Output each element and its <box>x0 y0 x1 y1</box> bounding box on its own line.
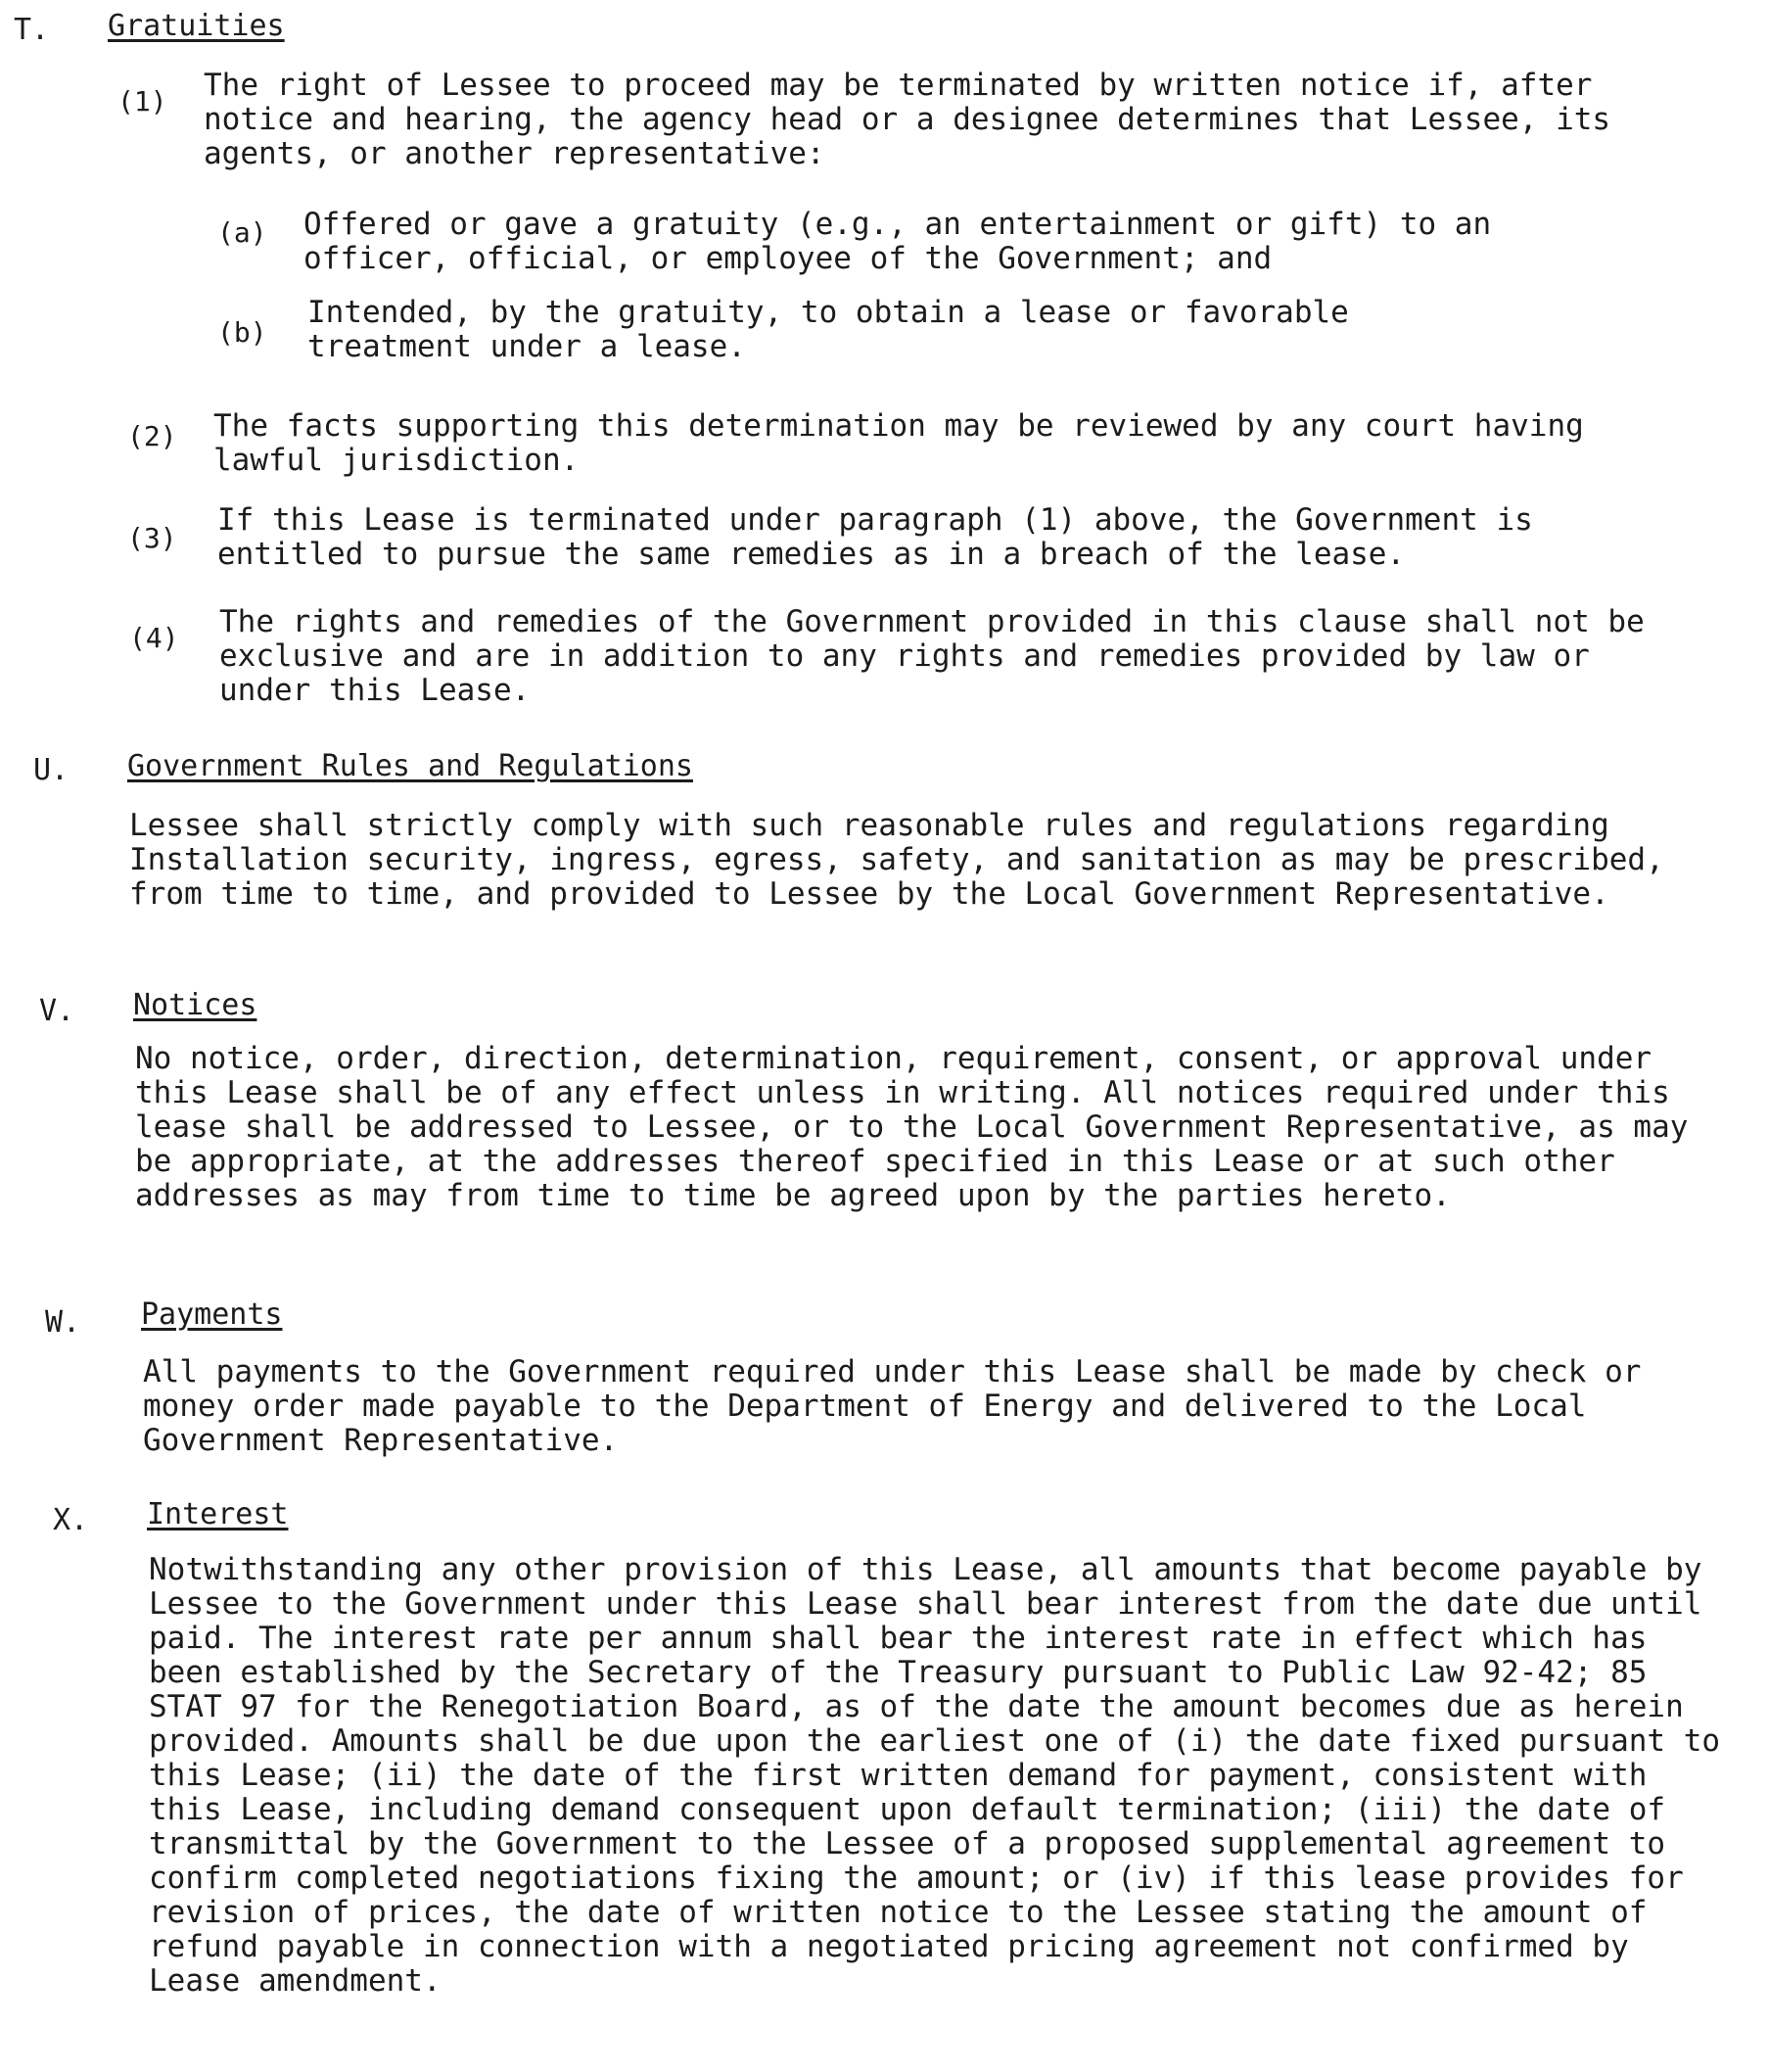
section-body-v: No notice, order, direction, determination, requirement, consent, or approval under this Lease shall be of any effect unless in writing. All notices required under this lease shall be addressed to Lessee, or to the Local Government Representative, as may be appropriate, at the addresses thereof specified in this Lease or at such other addresses as may from time to time be agreed upon by the parties hereto. <box>135 1041 1689 1213</box>
item-text-1: The right of Lessee to proceed may be terminated by written notice if, after notice and hearing, the agency head or a designee determines that Lessee, its agents, or another representative: <box>204 68 1611 171</box>
item-number-b: (b) <box>217 316 267 349</box>
item-number-3: (3) <box>127 522 177 554</box>
section-body-w: All payments to the Government required under this Lease shall be made by check or money order made payable to the Department of Energy and delivered to the Local Government Representative. <box>143 1354 1642 1458</box>
section-title-notices: Notices <box>133 988 257 1022</box>
section-body-x: Notwithstanding any other provision of this Lease, all amounts that become payable by Lessee to the Government under this Lease shall bear interest from the date due until paid. The interest rate per annum shall bear the interest rate in effect which has been established by the Secretary of the Treasury pursuant to Public Law 92-42; 85 STAT 97 for the Renegotiation Board, as of the date the amount becomes due as herein provided. Amounts shall be due upon the earliest one of (i) the date fixed pursuant to this Lease; (ii) the date of the first written demand for payment, consistent with this Lease, including demand consequent upon default termination; (iii) the date of transmittal by the Government to the Lessee of a proposed supplemental agreement to confirm completed negotiations fixing the amount; or (iv) if this lease provides for revision of prices, the date of written notice to the Lessee stating the amount of refund payable in connection with a negotiated pricing agreement not confirmed by Lease amendment. <box>149 1552 1721 1999</box>
item-text-b: Intended, by the gratuity, to obtain a lease or favorable treatment under a lease. <box>307 295 1349 364</box>
section-letter-x: X. <box>53 1503 89 1537</box>
item-number-2: (2) <box>127 420 177 452</box>
section-letter-t: T. <box>14 13 50 47</box>
item-text-2: The facts supporting this determination may be reviewed by any court having lawful jurisdiction. <box>213 408 1584 478</box>
section-letter-w: W. <box>45 1305 81 1340</box>
item-number-a: (a) <box>217 216 267 249</box>
item-number-4: (4) <box>129 622 179 654</box>
section-title-gratuities: Gratuities <box>108 9 285 43</box>
item-text-4: The rights and remedies of the Government provided in this clause shall not be exclusive and are in addition to any rights and remedies provided by law or under this Lease. <box>219 604 1645 708</box>
section-title-payments: Payments <box>141 1297 283 1332</box>
item-text-3: If this Lease is terminated under paragraph (1) above, the Government is entitled to pursue the same remedies as in a breach of the lease. <box>217 502 1533 572</box>
section-title-interest: Interest <box>147 1497 289 1531</box>
section-body-u: Lessee shall strictly comply with such reasonable rules and regulations regarding Installation security, ingress, egress, safety, and sanitation as may be prescribed, from time to time, and provided to Lessee by the Local Government Representative. <box>129 808 1664 912</box>
item-text-a: Offered or gave a gratuity (e.g., an entertainment or gift) to an officer, official, or employee of the Government; and <box>303 207 1492 276</box>
section-letter-u: U. <box>33 753 70 787</box>
section-letter-v: V. <box>39 994 75 1028</box>
item-number-1: (1) <box>117 85 167 118</box>
section-title-government-rules: Government Rules and Regulations <box>127 749 693 783</box>
